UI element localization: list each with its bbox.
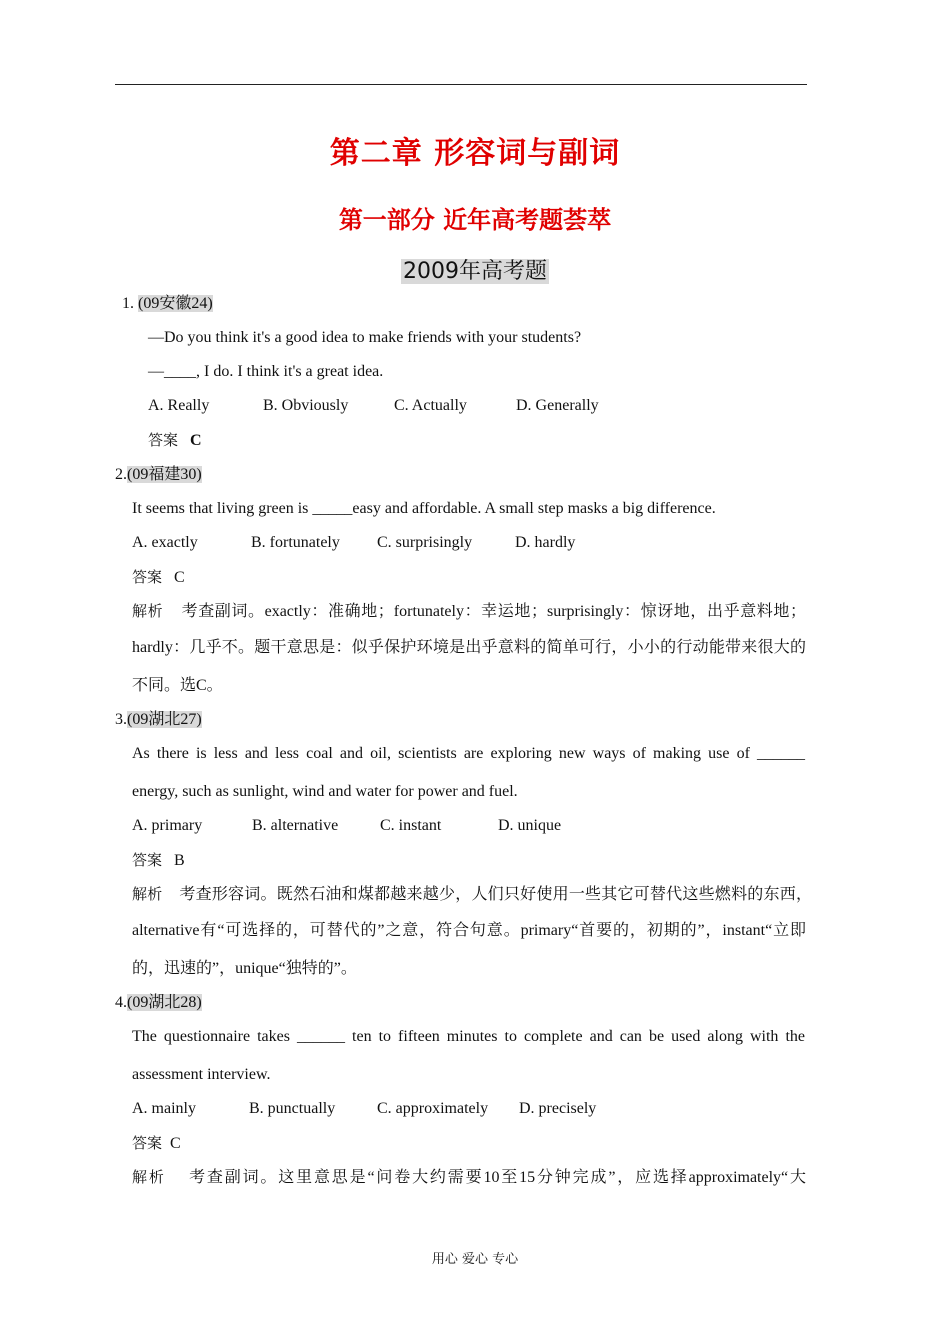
- q1-line1: —Do you think it's a good idea to make friends with your students?: [148, 329, 582, 346]
- q4-option-c: C. approximately: [377, 1100, 489, 1117]
- q3-answer-label: 答案: [132, 851, 163, 869]
- q4-options: [132, 1098, 652, 1120]
- q2-source: (09福建30): [127, 466, 202, 483]
- q3-analysis-label: 解析: [132, 885, 163, 903]
- q3-source: (09湖北27): [127, 711, 202, 728]
- q1-option-c: C. Actually: [394, 397, 467, 414]
- q2-blank: _____: [312, 500, 353, 517]
- q3-option-c: C. instant: [380, 817, 442, 834]
- q2-analysis-label: 解析: [132, 602, 164, 620]
- q2-analysis-line2: hardly：几乎不。题干意思是：似乎保护环境是出乎意料的简单可行，小小的行动能带来很大的: [132, 639, 806, 656]
- q4-analysis-line1: [132, 1166, 806, 1189]
- q1-number: 1.: [122, 295, 134, 312]
- q2-number: 2.: [115, 466, 127, 483]
- q2-options: [132, 532, 632, 554]
- q1-options: [148, 395, 648, 417]
- q2-answer-row: [132, 566, 185, 589]
- q3-header: [115, 709, 202, 731]
- q4-source: (09湖北28): [127, 994, 202, 1011]
- q3-answer: B: [174, 852, 185, 869]
- header-rule: [115, 84, 807, 85]
- q1-answer-label: 答案: [148, 431, 179, 449]
- q2-header: [115, 464, 202, 486]
- q1-answer: C: [190, 432, 202, 449]
- year-title-wrap: [0, 254, 950, 285]
- q2-stem-a: It seems that living green is: [132, 500, 313, 517]
- q2-analysis-1: 考查副词。exactly：准确地；fortunately：幸运地；surprisingly：惊讶地，出乎意料地；: [181, 603, 806, 620]
- q2-analysis-line1: [132, 600, 806, 623]
- q4-analysis-1: 考查副词。这里意思是“问卷大约需要10至15分钟完成”，应选择approximately“大: [189, 1169, 806, 1186]
- q4-stem-line2: assessment interview.: [132, 1066, 271, 1083]
- q1-source: (09安徽24): [138, 295, 213, 312]
- page-footer: 用心 爱心 专心: [431, 1252, 519, 1267]
- q4-answer-row: [132, 1132, 181, 1155]
- q2-stem-b: easy and affordable. A small step masks a big difference.: [352, 500, 716, 517]
- q1-option-b: B. Obviously: [263, 397, 349, 414]
- q3-answer-row: [132, 849, 185, 872]
- q2-answer: C: [174, 569, 185, 586]
- q3-option-b: B. alternative: [252, 817, 339, 834]
- q2-analysis-line3: 不同。选C。: [132, 677, 223, 694]
- q3-analysis-line2: alternative有“可选择的，可替代的”之意，符合句意。primary“首要的，初期的”，instant“立即: [132, 922, 806, 939]
- q3-analysis-line1: [132, 883, 812, 906]
- q3-options: [132, 815, 632, 837]
- q2-option-c: C. surprisingly: [377, 534, 473, 551]
- q1-blank: ____: [164, 363, 196, 380]
- q2-stem: [132, 498, 716, 520]
- year-title: 2009年高考题: [403, 259, 547, 284]
- q4-number: 4.: [115, 994, 127, 1011]
- q4-option-d: D. precisely: [519, 1100, 597, 1117]
- q4-answer: C: [170, 1135, 181, 1152]
- q4-option-b: B. punctually: [249, 1100, 336, 1117]
- q2-answer-label: 答案: [132, 568, 163, 586]
- q3-option-a: A. primary: [132, 817, 203, 834]
- q2-option-d: D. hardly: [515, 534, 576, 551]
- q1-dash: —: [148, 363, 164, 380]
- q3-number: 3.: [115, 711, 127, 728]
- q4-option-a: A. mainly: [132, 1100, 196, 1117]
- q1-option-a: A. Really: [148, 397, 210, 414]
- q4-header: [115, 992, 202, 1014]
- chapter-title: 第二章 形容词与副词: [329, 136, 621, 171]
- q3-analysis-line3: 的，迅速的”，unique“独特的”。: [132, 960, 357, 977]
- q2-option-a: A. exactly: [132, 534, 198, 551]
- q2-option-b: B. fortunately: [251, 534, 340, 551]
- q3-stem-line2: energy, such as sunlight, wind and water for power and fuel.: [132, 783, 518, 800]
- q3-stem-line1: As there is less and less coal and oil, scientists are exploring new ways of making use of ______: [132, 745, 805, 762]
- q4-answer-label: 答案: [132, 1134, 163, 1152]
- q3-analysis-1: 考查形容词。既然石油和煤都越来越少，人们只好使用一些其它可替代这些燃料的东西，: [179, 886, 812, 903]
- q4-analysis-label: 解析: [132, 1168, 166, 1186]
- q1-answer-row: [148, 429, 202, 452]
- q1-option-d: D. Generally: [516, 397, 599, 414]
- q3-option-d: D. unique: [498, 817, 562, 834]
- q4-stem-line1: The questionnaire takes ______ ten to fifteen minutes to complete and can be used along with the: [132, 1028, 805, 1045]
- part-title: 第一部分 近年高考题荟萃: [338, 206, 612, 234]
- q1-line2-rest: , I do. I think it's a great idea.: [196, 363, 384, 380]
- q1-header: [122, 293, 213, 315]
- q1-line2: [148, 361, 383, 383]
